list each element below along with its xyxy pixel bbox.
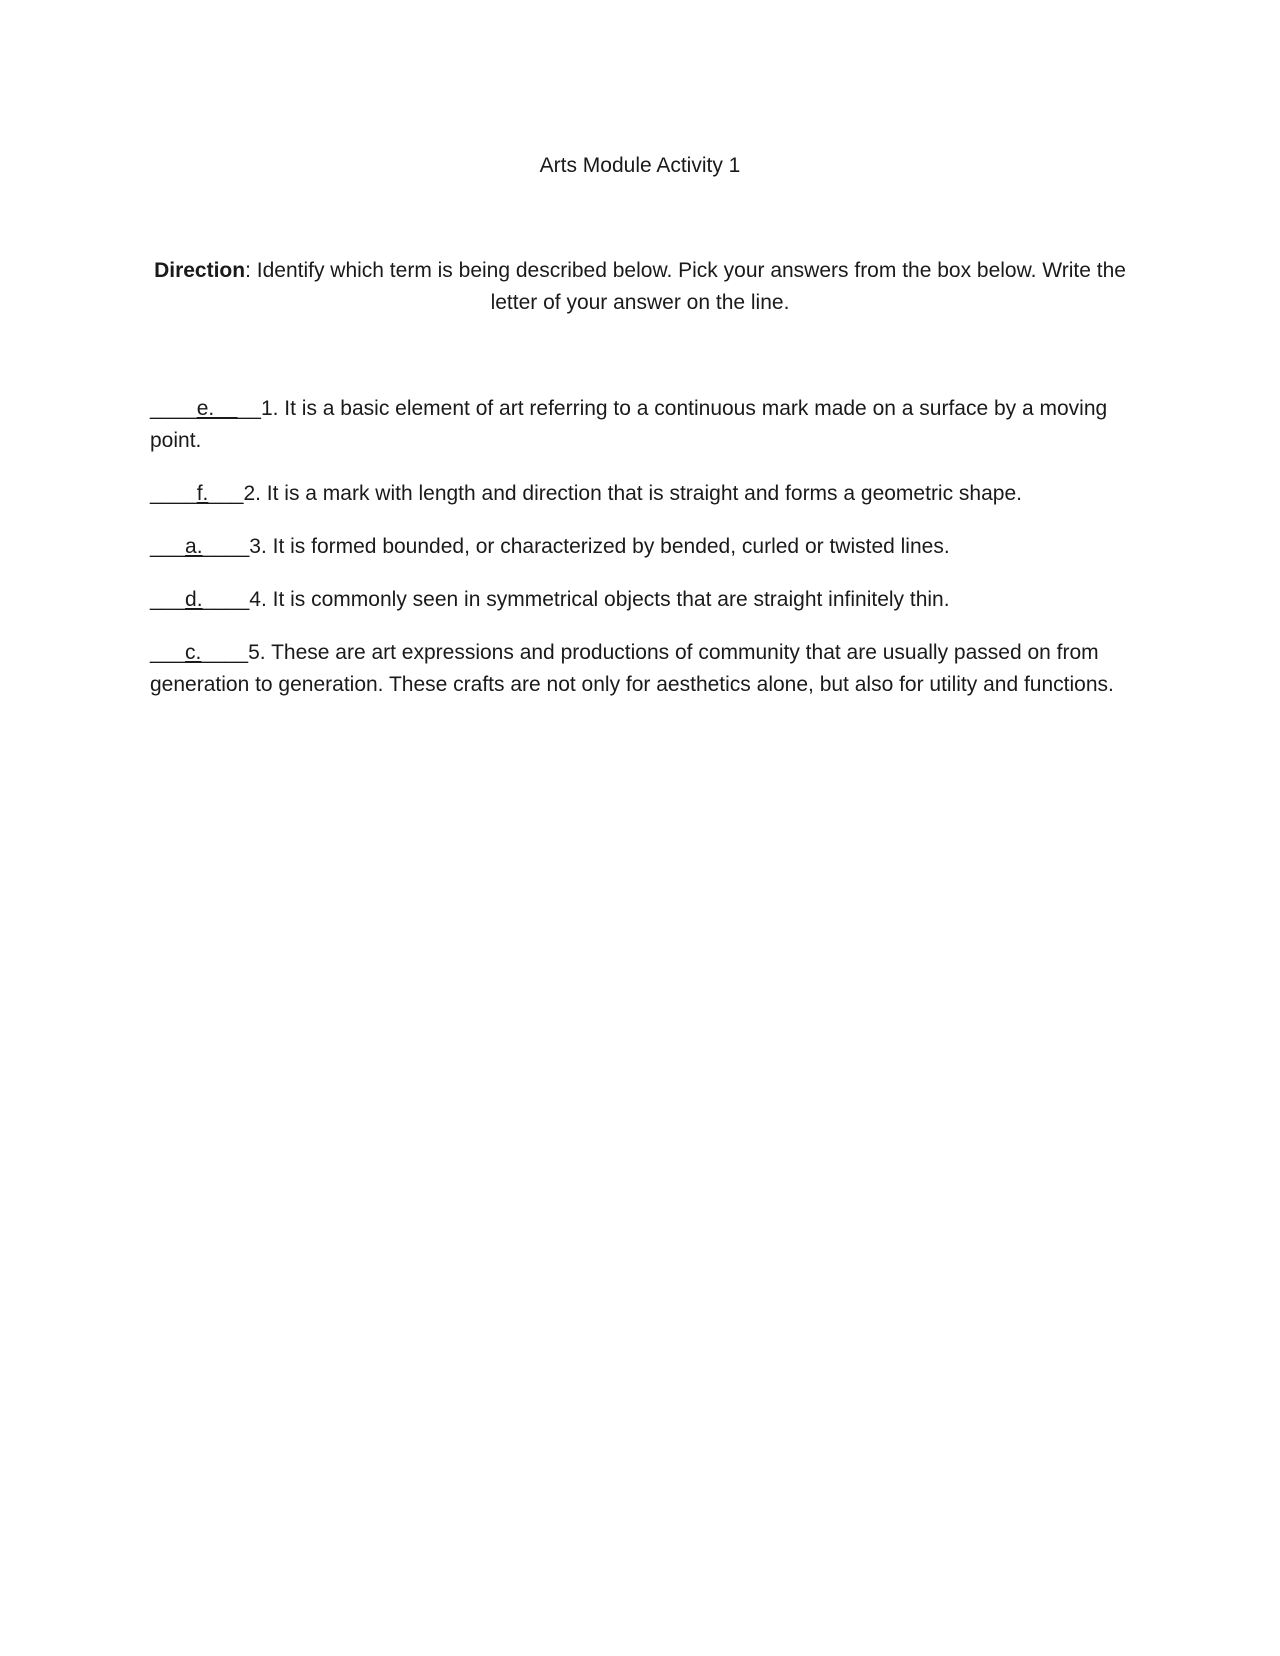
answer-line-tail: ____	[202, 588, 250, 611]
question-text: 3. It is formed bounded, or characterized by bended, curled or twisted lines.	[249, 535, 950, 558]
answer-value: d.	[185, 588, 203, 611]
answer-line-tail: ____	[201, 641, 249, 664]
document-title: Arts Module Activity 1	[539, 154, 741, 177]
answer-line-lead: ____	[150, 482, 197, 505]
answer-line-lead: ___	[150, 641, 186, 664]
question-list	[150, 393, 1130, 722]
question-item-5	[150, 637, 1130, 701]
question-item-4	[150, 584, 1130, 616]
direction-text: : Identify which term is being described below. Pick your answers from the box below. Write the letter of your answer on the line.	[245, 259, 1126, 314]
answer-line-lead: ____	[150, 397, 197, 420]
answer-line-tail: __	[237, 397, 261, 420]
question-text: 1. It is a basic element of art referring to a continuous mark made on a surface by a moving point.	[150, 397, 1108, 452]
answer-value: c.	[185, 641, 202, 664]
question-item-3	[150, 531, 1130, 563]
question-item-1	[150, 393, 1130, 457]
answer-value: a.	[185, 535, 203, 558]
question-item-2	[150, 478, 1130, 510]
direction-paragraph	[150, 255, 1130, 319]
answer-value: f.	[196, 482, 209, 505]
answer-line-lead: ___	[150, 588, 186, 611]
question-text: 2. It is a mark with length and direction that is straight and forms a geometric shape.	[243, 482, 1022, 505]
direction-label: Direction	[154, 259, 246, 282]
question-text: 5. These are art expressions and productions of community that are usually passed on from generation to generation. These crafts are not only for aesthetics alone, but also for utility and functions.	[150, 641, 1114, 696]
answer-value: e.	[196, 397, 238, 420]
answer-line-lead: ___	[150, 535, 186, 558]
question-text: 4. It is commonly seen in symmetrical objects that are straight infinitely thin.	[249, 588, 950, 611]
answer-line-tail: ____	[202, 535, 250, 558]
answer-line-tail: ___	[208, 482, 244, 505]
